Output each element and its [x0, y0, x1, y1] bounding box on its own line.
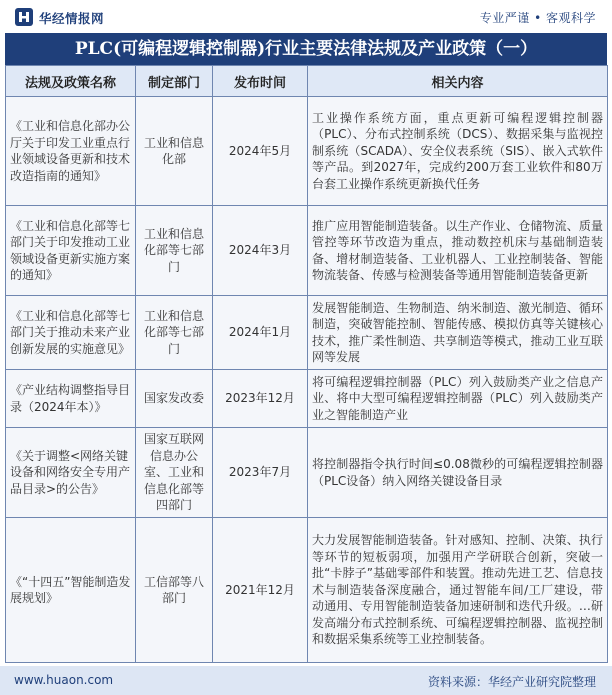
table-row [6, 428, 608, 518]
website-url: www.huaon.com [14, 673, 114, 687]
policy-name: 《产业结构调整指导目录（2024年本）》 [6, 370, 136, 428]
policy-content: 推广应用智能制造装备。以生产作业、仓储物流、质量管控等环节改造为重点，推动数控机床与基础制造装备、增材制造装备、工业机器人、工业控制装备、智能物流装备、传感与检测装备等通用智能制造装备更新 [308, 206, 608, 296]
column-header-content: 相关内容 [308, 66, 608, 97]
slogan: 专业严谨 • 客观科学 [479, 11, 596, 25]
policy-name: 《工业和信息化部办公厅关于印发工业重点行业领域设备更新和技术改造指南的通知》 [6, 97, 136, 206]
brand-name: 华经情报网 [39, 11, 105, 26]
policy-content: 发展智能制造、生物制造、纳米制造、激光制造、循环制造，突破智能控制、智能传感、模拟仿真等关键核心技术，推广柔性制造、共享制造等模式，推动工业互联网等发展 [308, 296, 608, 370]
policy-name: 《工业和信息化部等七部门关于印发推动工业领域设备更新实施方案的通知》 [6, 206, 136, 296]
policy-dept: 国家发改委 [136, 370, 213, 428]
policy-content: 大力发展智能制造装备。针对感知、控制、决策、执行等环节的短板弱项，加强用产学研联合创新，突破一批“卡脖子”基础零部件和装置。推动先进工艺、信息技术与制造装备深度融合，通过智能车间/工厂建设，带动通用、专用智能制造装备加速研制和迭代升级。…研发高端分布式控制系统、可编程逻辑控制器、监视控制和数据采集系统等工业控制装备。 [308, 518, 608, 663]
policy-dept: 工业和信息化部等七部门 [136, 296, 213, 370]
policy-content: 将可编程逻辑控制器（PLC）列入鼓励类产业之信息产业、将中大型可编程逻辑控制器（PLC）列入鼓励类产业之智能制造产业 [308, 370, 608, 428]
top-bar [0, 0, 612, 33]
table-row [6, 296, 608, 370]
policy-date: 2024年3月 [213, 206, 308, 296]
column-header-date: 发布时间 [213, 66, 308, 97]
column-header-dept: 制定部门 [136, 66, 213, 97]
policy-name: 《“十四五”智能制造发展规划》 [6, 518, 136, 663]
table-row [6, 206, 608, 296]
table-header-row [6, 66, 608, 97]
footer-bar [0, 666, 612, 695]
page-title: PLC(可编程逻辑控制器)行业主要法律法规及产业政策（一） [5, 33, 607, 65]
table-row [6, 518, 608, 663]
policy-date: 2021年12月 [213, 518, 308, 663]
policy-name: 《工业和信息化部等七部门关于推动未来产业创新发展的实施意见》 [6, 296, 136, 370]
policy-content: 将控制器指令执行时间≤0.08微秒的可编程逻辑控制器（PLC设备）纳入网络关键设备目录 [308, 428, 608, 518]
policy-table [5, 65, 608, 663]
policy-dept: 工信部等八部门 [136, 518, 213, 663]
policy-dept: 国家互联网信息办公室、工业和信息化部等四部门 [136, 428, 213, 518]
policy-name: 《关于调整<网络关键设备和网络安全专用产品目录>的公告》 [6, 428, 136, 518]
huajing-logo-icon [15, 8, 33, 26]
column-header-name: 法规及政策名称 [6, 66, 136, 97]
policy-date: 2023年7月 [213, 428, 308, 518]
policy-date: 2024年5月 [213, 97, 308, 206]
policy-date: 2024年1月 [213, 296, 308, 370]
policy-dept: 工业和信息化部 [136, 97, 213, 206]
policy-date: 2023年12月 [213, 370, 308, 428]
table-row [6, 97, 608, 206]
table-row [6, 370, 608, 428]
policy-content: 工业操作系统方面，重点更新可编程逻辑控制器（PLC）、分布式控制系统（DCS）、数据采集与监视控制系统（SCADA）、安全仪表系统（SIS）、嵌入式软件等产品。到2027年，完成约200万套工业软件和80万台套工业操作系统更新换代任务 [308, 97, 608, 206]
data-source-note: 资料来源：华经产业研究院整理 [427, 675, 596, 689]
policy-dept: 工业和信息化部等七部门 [136, 206, 213, 296]
